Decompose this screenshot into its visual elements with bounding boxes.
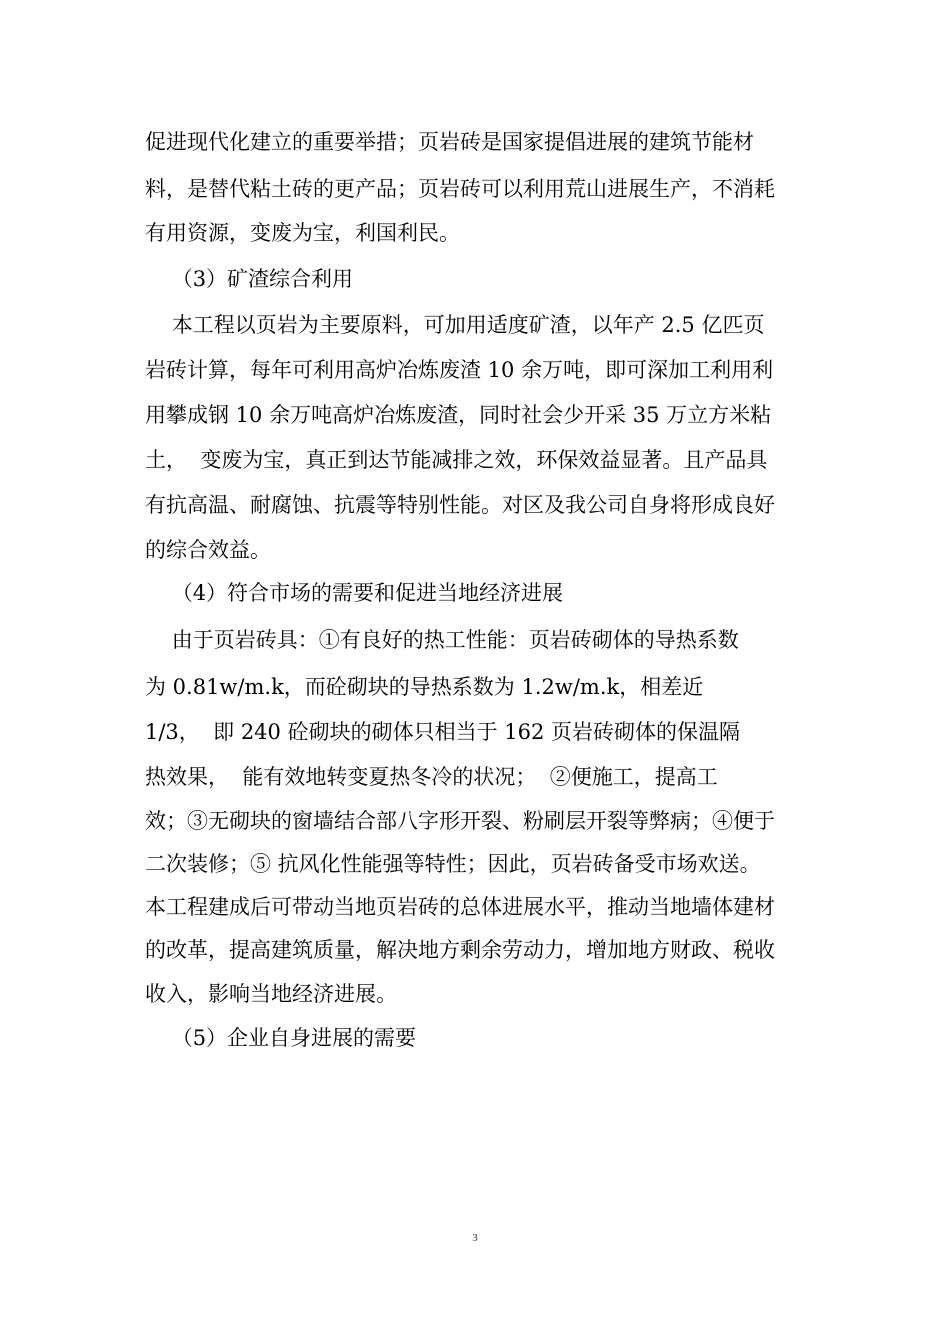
section-heading: （4）符合市场的需要和促进当地经济进展 — [145, 581, 564, 605]
text-line: 二次装修；⑤ 抗风化性能强等特性；因此，页岩砖备受市场欢送。 — [145, 852, 761, 876]
text-line: 促进现代化建立的重要举措；页岩砖是国家提倡进展的建筑节能材 — [145, 130, 754, 154]
text-line: 1/3， 即 240 砼砌块的砌体只相当于 162 页岩砖砌体的保温隔 — [145, 720, 741, 744]
text-line: 的改革，提高建筑质量，解决地方剩余劳动力，增加地方财政、税收 — [145, 938, 775, 962]
text-line: 岩砖计算，每年可利用高炉冶炼废渣 10 余万吨，即可深加工利用利 — [145, 358, 774, 382]
text-line: 用攀成钢 10 余万吨高炉冶炼废渣，同时社会少开采 35 万立方米粘 — [145, 403, 772, 427]
text-line: 土， 变废为宝，真正到达节能减排之效，环保效益显著。且产品具 — [145, 448, 768, 472]
section-heading: （5）企业自身进展的需要 — [145, 1026, 417, 1050]
section-heading: （3）矿渣综合利用 — [145, 267, 354, 291]
text-line: 为 0.81w/m.k，而砼砌块的导热系数为 1.2w/m.k，相差近 — [145, 675, 704, 699]
page-number: 3 — [472, 1232, 478, 1244]
text-line: 有用资源，变废为宝，利国利民。 — [145, 221, 460, 245]
text-line: 热效果， 能有效地转变夏热冬冷的状况； ②便施工，提高工 — [145, 765, 718, 789]
text-line: 收入，影响当地经济进展。 — [145, 982, 397, 1006]
text-line: 本工程建成后可带动当地页岩砖的总体进展水平，推动当地墙体建材 — [145, 895, 775, 919]
text-line: 有抗高温、耐腐蚀、抗震等特别性能。对区及我公司自身将形成良好 — [145, 493, 775, 517]
text-line: 料，是替代粘土砖的更产品；页岩砖可以利用荒山进展生产，不消耗 — [145, 177, 775, 201]
text-line: 的综合效益。 — [145, 538, 271, 562]
text-line: 本工程以页岩为主要原料，可加用适度矿渣，以年产 2.5 亿匹页 — [145, 313, 765, 337]
text-line: 效；③无砌块的窗墙结合部八字形开裂、粉刷层开裂等弊病；④便于 — [145, 809, 775, 833]
text-line: 由于页岩砖具：①有良好的热工性能：页岩砖砌体的导热系数 — [145, 628, 739, 652]
